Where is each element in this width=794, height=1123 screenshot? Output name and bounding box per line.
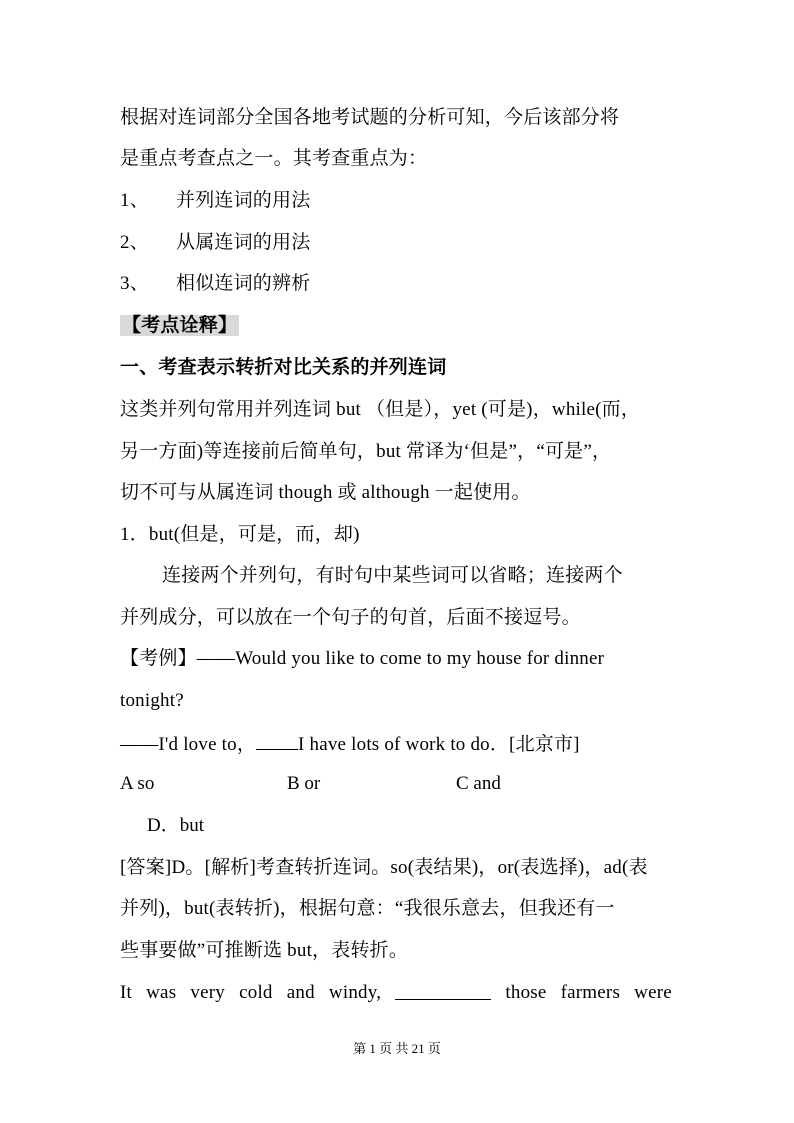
word: were bbox=[634, 982, 672, 1003]
word: those bbox=[505, 982, 547, 1003]
answer-line-1: [答案]D。[解析]考查转折连词。so(表结果)，or(表选择)，ad(表 bbox=[120, 857, 648, 878]
item1-desc-line-1: 连接两个并列句，有时句中某些词可以省略；连接两个 bbox=[162, 565, 623, 586]
section-heading bbox=[120, 314, 239, 338]
para1-line-3: 切不可与从属连词 though 或 although 一起使用。 bbox=[120, 482, 531, 503]
focus-item-2 bbox=[120, 231, 310, 255]
answer-line-2: 并列)，but(表转折)，根据句意：“我很乐意去，但我还有一 bbox=[120, 898, 615, 919]
item1-title: 1．but(但是，可是，而，却) bbox=[120, 524, 360, 545]
word: was bbox=[146, 982, 177, 1003]
word: cold bbox=[239, 982, 273, 1003]
para1-line-2: 另一方面)等连接前后简单句，but 常译为‘但是”，“可是”， bbox=[120, 441, 612, 462]
focus-item-text: 相似连词的辨析 bbox=[176, 273, 311, 294]
word: windy, bbox=[328, 982, 382, 1003]
focus-item-1 bbox=[120, 189, 310, 213]
focus-item-number: 1、 bbox=[120, 190, 149, 211]
answer-blank bbox=[256, 731, 298, 750]
answer-line-3: 些事要做”可推断选 but，表转折。 bbox=[120, 940, 409, 961]
example-line-3 bbox=[120, 731, 580, 757]
example-line-3-pre: ——I'd love to， bbox=[120, 734, 257, 755]
focus-item-text: 并列连词的用法 bbox=[176, 190, 311, 211]
word: It bbox=[120, 982, 133, 1003]
option-a: A so bbox=[120, 773, 155, 794]
example-line-2: tonight? bbox=[120, 690, 184, 711]
focus-item-number: 2、 bbox=[120, 232, 149, 253]
section-heading-text: 【考点诠释】 bbox=[122, 315, 238, 336]
para1-line-1: 这类并列句常用并列连词 but （但是），yet (可是)，while(而， bbox=[120, 399, 641, 420]
option-b: B or bbox=[287, 773, 321, 794]
example-line-3-post: I have lots of work to do．[北京市] bbox=[298, 734, 580, 755]
page-footer: 第 1 页 共 21 页 bbox=[353, 1041, 441, 1056]
word: and bbox=[286, 982, 315, 1003]
subheading: 一、考查表示转折对比关系的并列连词 bbox=[120, 357, 447, 378]
word: very bbox=[190, 982, 225, 1003]
focus-item-text: 从属连词的用法 bbox=[176, 232, 311, 253]
focus-item-number: 3、 bbox=[120, 273, 149, 294]
intro-line-2: 是重点考查点之一。其考查重点为： bbox=[120, 148, 428, 169]
item1-desc-line-2: 并列成分，可以放在一个句子的句首，后面不接逗号。 bbox=[120, 607, 581, 628]
focus-item-3 bbox=[120, 272, 310, 296]
intro-line-1: 根据对连词部分全国各地考试题的分析可知，今后该部分将 bbox=[120, 107, 620, 128]
word: farmers bbox=[560, 982, 621, 1003]
last-line bbox=[120, 981, 672, 1005]
example-line-1: 【考例】——Would you like to come to my house for dinner bbox=[120, 648, 605, 669]
fill-blank bbox=[395, 981, 491, 1000]
option-d: D．but bbox=[147, 815, 205, 836]
option-c: C and bbox=[456, 773, 501, 794]
